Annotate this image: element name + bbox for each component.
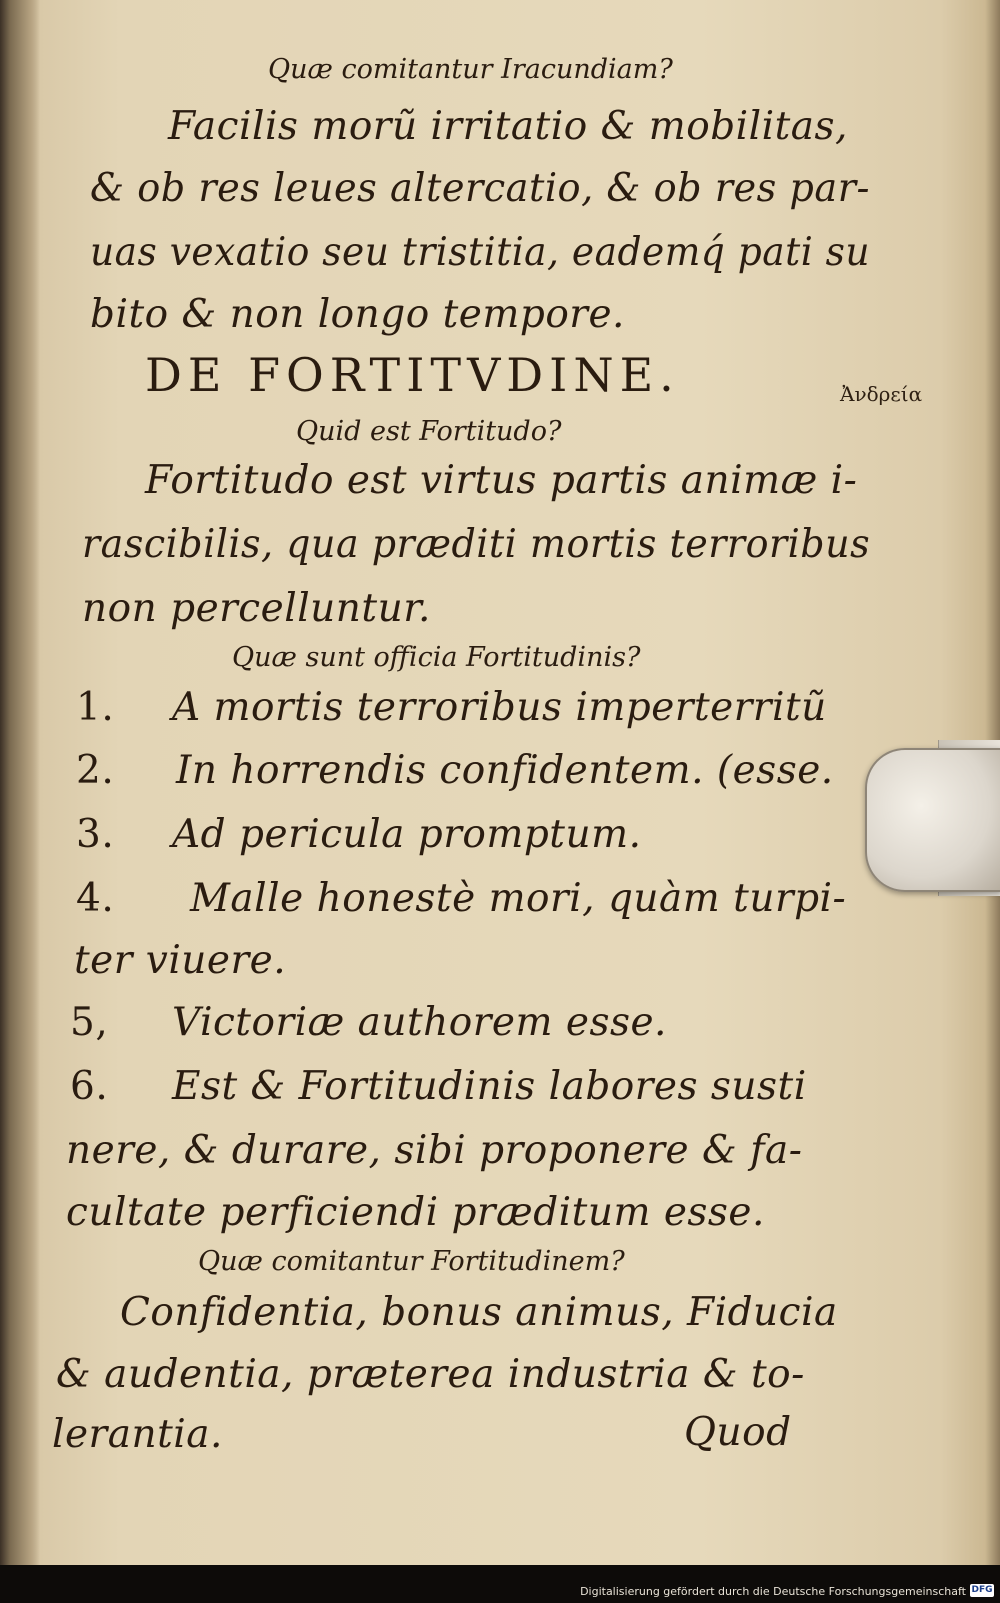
item-number: 5, xyxy=(70,1000,109,1045)
list-item: A mortis terroribus imperterritũ xyxy=(172,685,827,730)
margin-note: Ἀνδρεία xyxy=(840,382,923,406)
question-heading: Quæ sunt officia Fortitudinis? xyxy=(232,642,641,673)
text-line: & audentia, præterea industria & to- xyxy=(56,1352,805,1397)
question-heading: Quæ comitantur Iracundiam? xyxy=(268,54,673,85)
text-line: uas vexatio seu tristitia, eademq́ pati su xyxy=(90,230,871,275)
text-line: Fortitudo est virtus partis animæ i- xyxy=(145,458,858,503)
text-line: non percelluntur. xyxy=(82,586,431,631)
list-item: Victoriæ authorem esse. xyxy=(172,1000,667,1045)
text-line: ter viuere. xyxy=(74,938,287,983)
text-line: & ob res leues altercatio, & ob res par- xyxy=(90,166,870,211)
text-line: Confidentia, bonus animus, Fiducia xyxy=(120,1290,838,1335)
list-item: In horrendis confidentem. (esse. xyxy=(176,748,834,793)
page-clip xyxy=(865,748,1000,892)
footer-credit: Digitalisierung gefördert durch die Deutsche Forschungsgemeinschaft xyxy=(580,1585,966,1598)
text-line: Facilis morũ irritatio & mobilitas, xyxy=(168,104,848,149)
item-number: 3. xyxy=(76,812,115,857)
facing-page-edge xyxy=(0,0,40,1565)
text-line: nere, & durare, sibi proponere & fa- xyxy=(66,1128,803,1173)
item-number: 1. xyxy=(76,685,115,730)
item-number: 2. xyxy=(76,748,115,793)
list-item: Ad pericula promptum. xyxy=(172,812,642,857)
question-heading: Quæ comitantur Fortitudinem? xyxy=(198,1246,625,1277)
text-line: cultate perficiendi præditum esse. xyxy=(66,1190,765,1235)
text-line: bito & non longo tempore. xyxy=(90,292,625,337)
text-line: lerantia. xyxy=(52,1412,223,1457)
question-heading: Quid est Fortitudo? xyxy=(296,416,562,447)
section-heading: DE FORTITVDINE. xyxy=(145,348,680,402)
catchword: Quod xyxy=(684,1410,792,1455)
item-number: 6. xyxy=(70,1064,109,1109)
text-line: rascibilis, qua præditi mortis terroribus xyxy=(82,522,871,567)
list-item: Malle honestè mori, quàm turpi- xyxy=(190,876,847,921)
dfg-logo: DFG xyxy=(971,1585,993,1595)
item-number: 4. xyxy=(76,876,115,921)
list-item: Est & Fortitudinis labores susti xyxy=(172,1064,807,1109)
